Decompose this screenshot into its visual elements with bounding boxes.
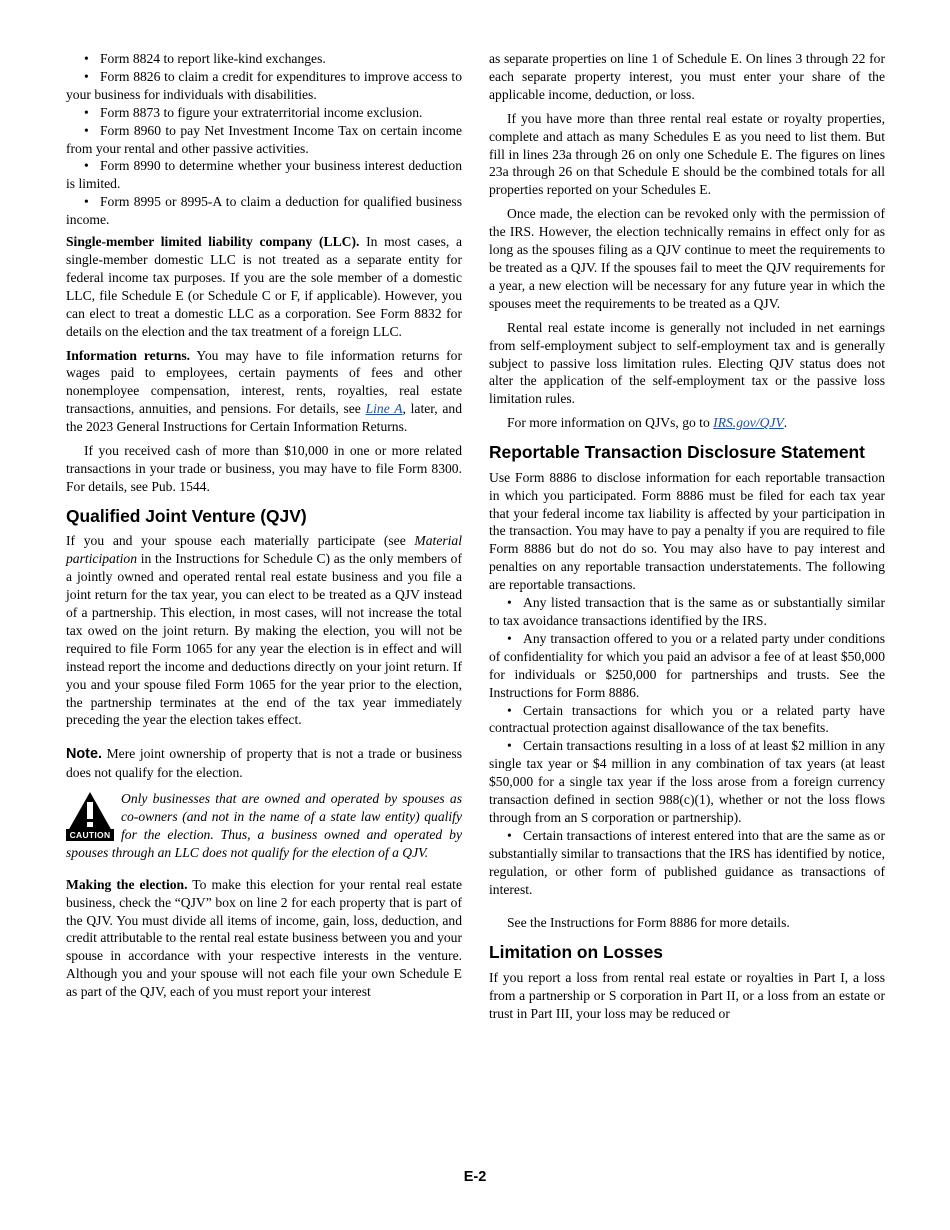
making-election-run-in-heading: Making the election. bbox=[66, 876, 188, 892]
limitation-paragraph: If you report a loss from rental real estate or royalties in Part I, a loss from a partnership or S corporation in Part II, or a loss from an estate or trust in Part III, your loss may be reduced or bbox=[489, 969, 885, 1021]
rental-income-paragraph: Rental real estate income is generally not included in net earnings from self-employment subject to self-employment tax and is generally subject to passive loss limitation rules. Electing QJV status does not alter the application of the self-employment tax or the passive loss limitation rules. bbox=[489, 319, 885, 407]
list-item: • Form 8960 to pay Net Investment Income Tax on certain income from your rental and other passive activities. bbox=[66, 122, 462, 156]
bullet-icon: • bbox=[507, 630, 512, 646]
qjv-paragraph: If you and your spouse each materially participate (see Material participation in the Instructions for Schedule C) as the only members of a jointly owned and operated rental real estate business and you file a joint return for the tax year, you can elect to be treated as a QJV instead of a partnership. This election, in most cases, will not increase the total tax owed on the joint return. By making the election, you will not be required to file Form 1065 for any year the election is in effect and will instead report the income and deductions directly on your joint return. If you and your spouse filed Form 1065 for the year prior to the election, the partnership terminates at the end of the tax year immediately preceding the year the election takes effect. bbox=[66, 533, 463, 728]
caution-text: Only businesses that are owned and operated by spouses as co-owners (and not in the name of a state law entity) qualify for the election. Thus, a business owned and operated by spouses through an LLC does not qualify for the election of a QJV. bbox=[66, 791, 462, 860]
bullet-icon: • bbox=[507, 827, 512, 843]
list-item: • Certain transactions for which you or a related party have contractual protection against disallowance of the tax benefits. bbox=[489, 702, 885, 736]
bullet-icon: • bbox=[507, 738, 512, 754]
qjv-continued-paragraph: as separate properties on line 1 of Schedule E. On lines 3 through 22 for each separate property interest, you must enter your share of the applicable income, deduction, or loss. bbox=[489, 51, 885, 102]
right-column bbox=[489, 50, 885, 1029]
list-item: • Form 8990 to determine whether your business interest deduction is limited. bbox=[66, 158, 462, 192]
caution-box bbox=[66, 790, 462, 862]
info-returns-paragraph: Information returns. You may have to file information returns for wages paid to employees, certain payments of fees and other nonemployee compensation, interest, rents, royalties, real estate transactions, annuities, and pensions. For details, see Line A, later, and the 2023 General Instructions for Certain Information Returns. bbox=[66, 347, 462, 435]
note-label: Note. bbox=[66, 746, 102, 763]
bullet-icon: • bbox=[84, 158, 89, 174]
bullet-icon: • bbox=[84, 51, 89, 66]
see-instructions-paragraph: See the Instructions for Form 8886 for more details. bbox=[507, 915, 790, 931]
limitation-heading: Limitation on Losses bbox=[489, 942, 663, 963]
list-item: • Form 8824 to report like-kind exchanges. bbox=[84, 51, 326, 66]
reportable-transaction-list bbox=[489, 594, 885, 898]
list-item: • Any listed transaction that is the same as or substantially similar to tax avoidance transactions identified by the IRS. bbox=[489, 595, 885, 628]
list-item: • Certain transactions resulting in a loss of at least $2 million in any single tax year or $4 million in any combination of tax years (at least $50,000 for a single tax year if the loss arose from a foreign currency transaction defined in section 988(c)(1), whether or not the loss flows through from an S corporation or partnership). bbox=[489, 738, 885, 825]
page-number: E-2 bbox=[463, 1169, 487, 1185]
llc-run-in-heading: Single-member limited liability company (LLC). bbox=[66, 234, 360, 250]
bullet-icon: • bbox=[84, 68, 89, 84]
llc-paragraph: Single-member limited liability company (LLC). In most cases, a single-member domestic LLC is not treated as a separate entity for federal income tax purposes. If you are the sole member of a domestic LLC, file Schedule E (or Schedule C or F, if applicable). However, you can elect to treat a domestic LLC as a corporation. See Form 8832 for details on the election and the tax treatment of a foreign LLC. bbox=[66, 234, 462, 339]
line-a-link[interactable]: Line A bbox=[365, 401, 403, 417]
left-column bbox=[66, 50, 462, 1007]
irs-qjv-link[interactable]: IRS.gov/QJV bbox=[713, 415, 784, 431]
note-paragraph: Note. Mere joint ownership of property that is not a trade or business does not qualify for the election. bbox=[66, 746, 462, 781]
bullet-icon: • bbox=[507, 702, 512, 718]
info-returns-run-in-heading: Information returns. bbox=[66, 347, 191, 363]
bullet-icon: • bbox=[84, 194, 89, 210]
reportable-transaction-heading: Reportable Transaction Disclosure Statement bbox=[489, 442, 865, 463]
more-than-three-paragraph: If you have more than three rental real estate or royalty properties, complete and attach as many Schedules E as you need to list them. But fill in lines 23a through 26 on only one Schedule E. The figures on lines 23a through 26 on that Schedule E should be the combined totals for all properties reported on your Schedules E. bbox=[489, 110, 885, 198]
more-info-paragraph: For more information on QJVs, go to IRS.gov/QJV. bbox=[507, 415, 788, 431]
list-item: • Any transaction offered to you or a related party under conditions of confidentiality for which you paid an advisor a fee of at least $50,000 for individuals or $250,000 for partnerships and trusts. See the Instructions for Form 8886. bbox=[489, 630, 885, 700]
reportable-transaction-paragraph: Use Form 8886 to disclose information for each reportable transaction in which you participated. Form 8886 must be filed for each tax year that your federal income tax liability is affected by your participation in the transaction. You may have to pay a penalty if you are required to file Form 8886 but do not do so. You may also have to pay interest and penalties on any reportable transaction understatements. The following are reportable transactions. bbox=[489, 469, 885, 593]
list-item: • Certain transactions of interest entered into that are the same as or substantially similar to transactions that the IRS has identified by notice, regulation, or other form of published guidance as transactions of interest. bbox=[489, 827, 885, 897]
form-list bbox=[66, 50, 462, 229]
once-made-paragraph: Once made, the election can be revoked only with the permission of the IRS. However, the election technically remains in effect only for as long as the spouses filing as a QJV continue to meet the requirements to be treated as a QJV. If the spouses fail to meet the QJV requirements for a year, a new election will be necessary for any future year in which the spouses meet the requirements to be treated as a QJV. bbox=[489, 206, 885, 311]
caution-icon bbox=[66, 791, 114, 841]
list-item: • Form 8873 to figure your extraterritorial income exclusion. bbox=[84, 104, 423, 120]
bullet-icon: • bbox=[507, 595, 512, 611]
making-election-paragraph: Making the election. To make this election for your rental real estate business, check the “QJV” box on line 2 for each property that is part of the QJV. You must divide all items of income, gain, loss, deduction, and credit attributable to the rental real estate business between you and your spouse in accordance with your respective interests in the venture. Although you and your spouse will not each file your own Schedule E as part of the QJV, each of you must report your interest bbox=[66, 876, 462, 1000]
caution-label: CAUTION bbox=[69, 830, 111, 841]
list-item: • Form 8826 to claim a credit for expenditures to improve access to your business for individuals with disabilities. bbox=[66, 68, 462, 102]
qjv-heading: Qualified Joint Venture (QJV) bbox=[66, 505, 307, 526]
list-item: • Form 8995 or 8995-A to claim a deduction for qualified business income. bbox=[66, 194, 462, 228]
bullet-icon: • bbox=[84, 104, 89, 120]
cash-paragraph: If you received cash of more than $10,000 in one or more related transactions in your trade or business, you may have to file Form 8300. For details, see Pub. 1544. bbox=[66, 443, 462, 494]
bullet-icon: • bbox=[84, 122, 89, 138]
